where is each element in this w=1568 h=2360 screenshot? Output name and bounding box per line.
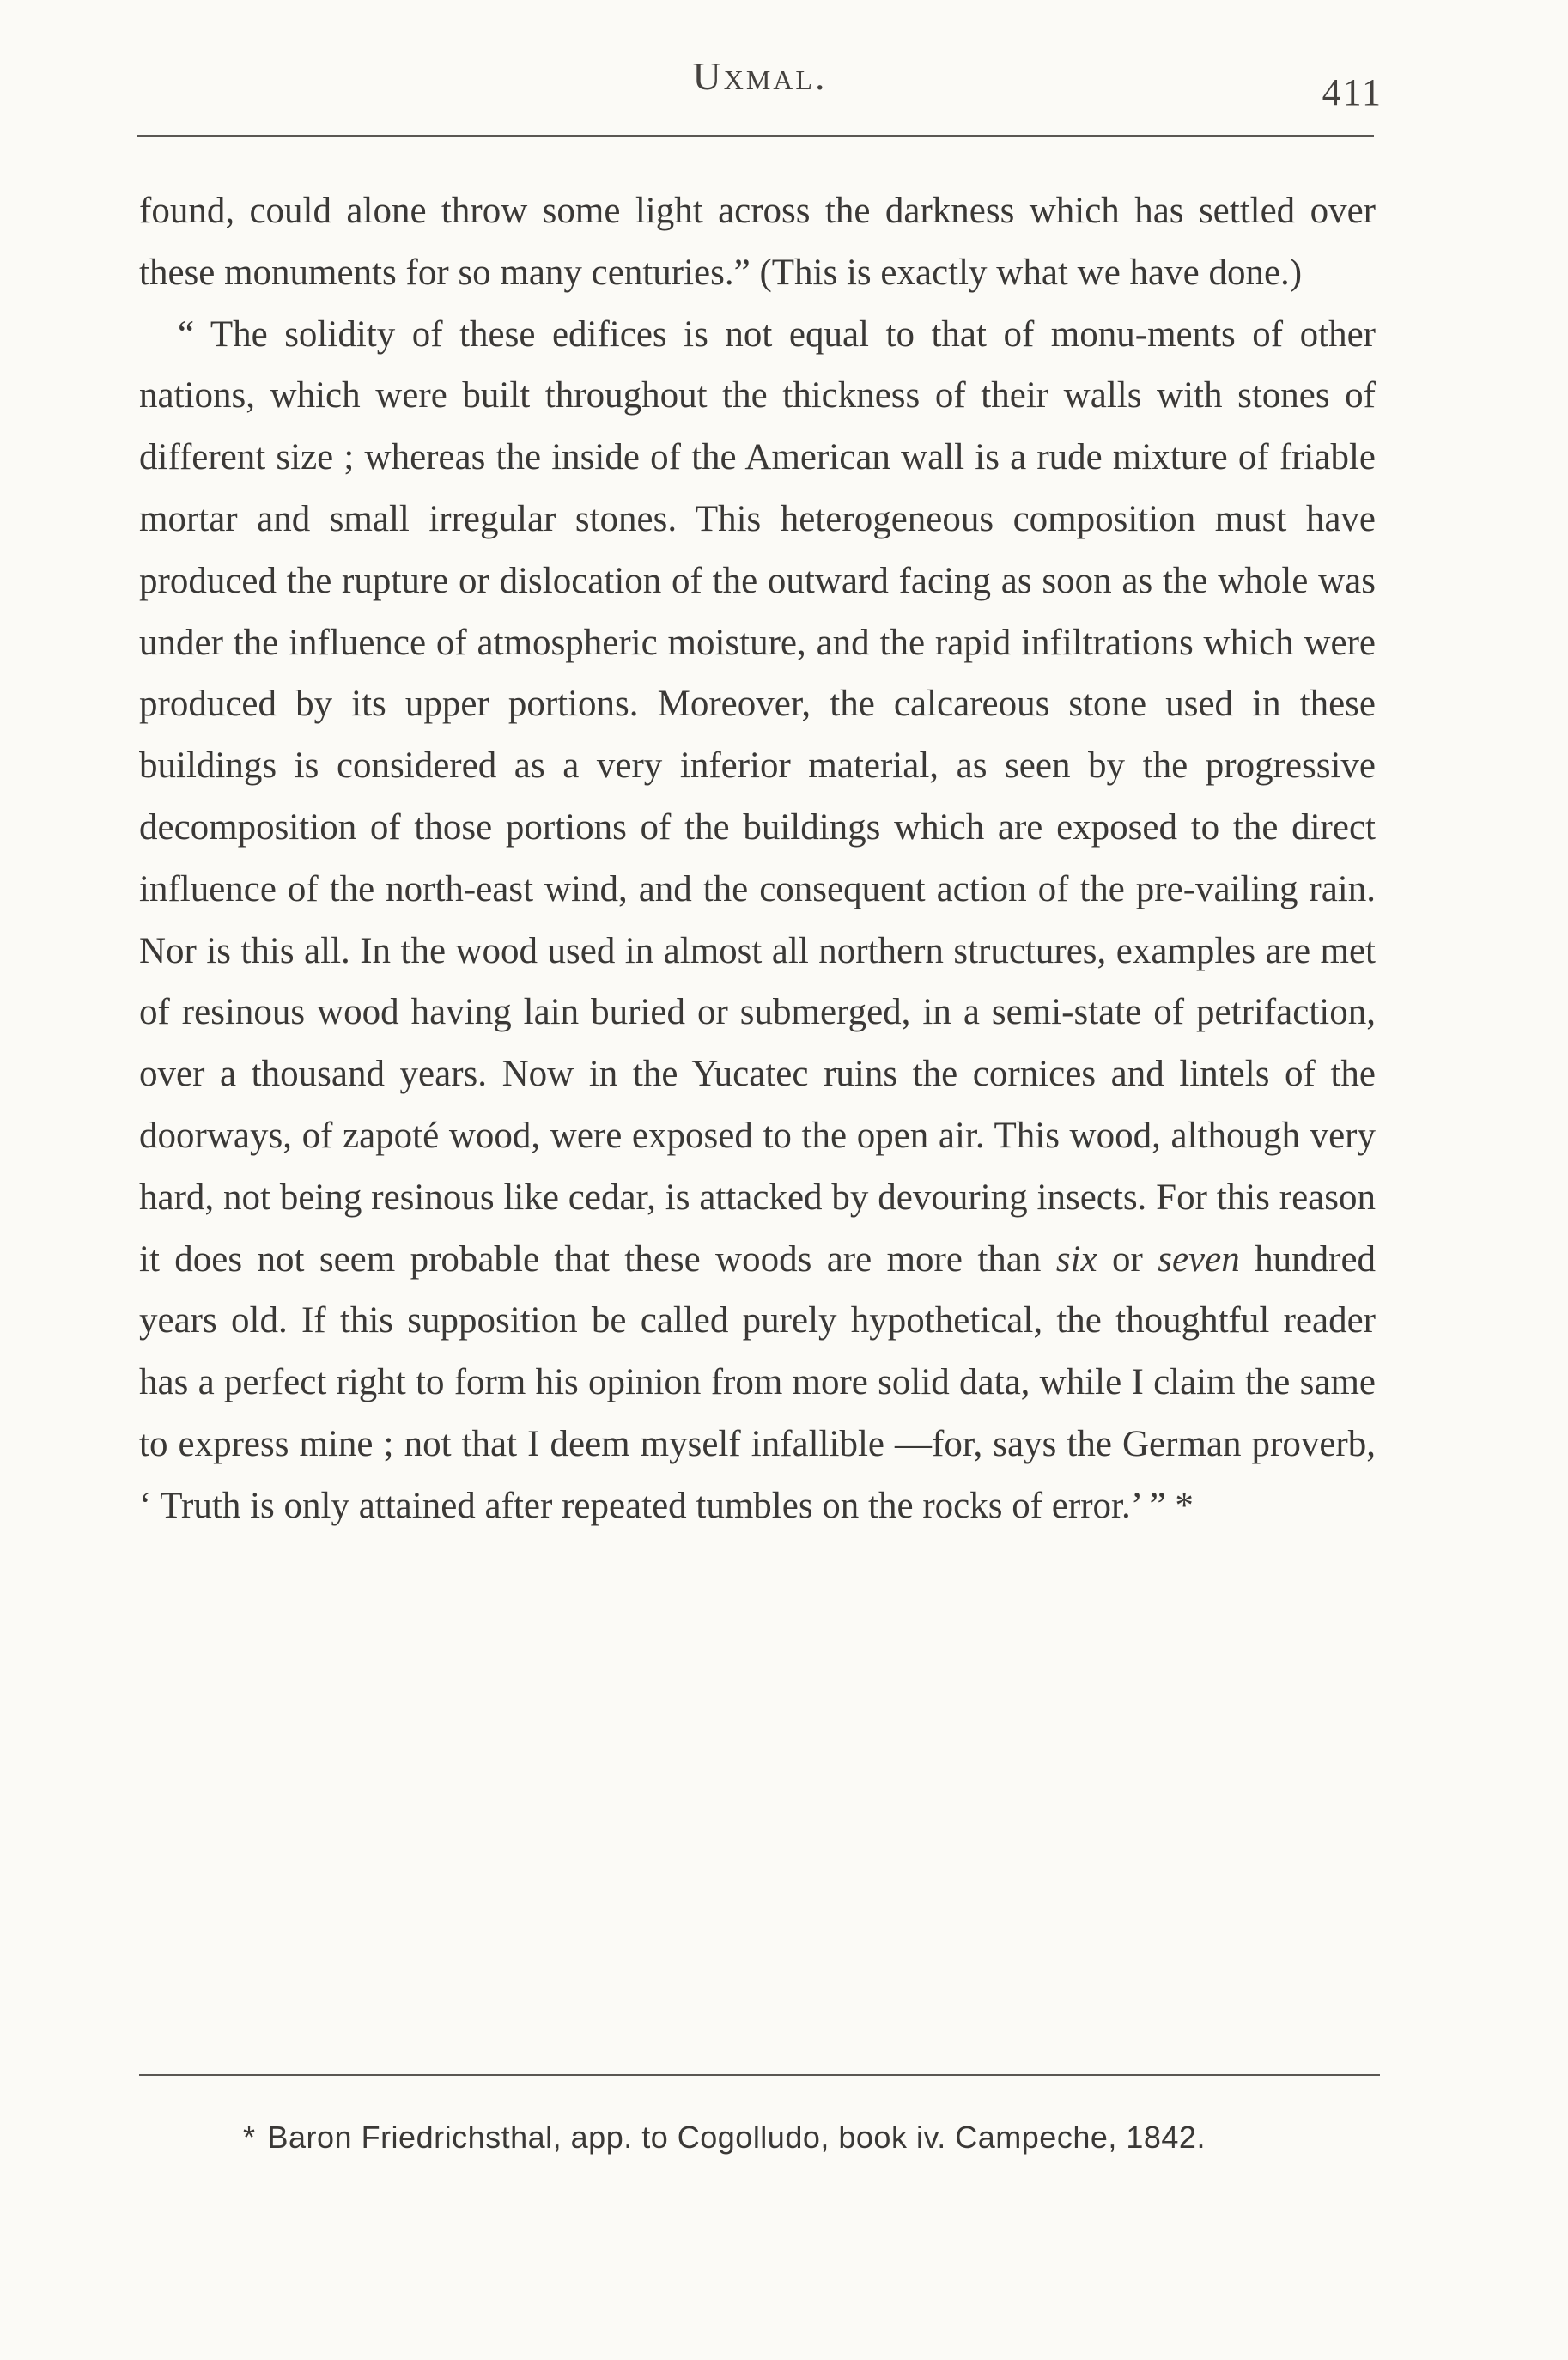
footnote-marker: *	[243, 2120, 256, 2155]
paragraph-2-part-1: “ The solidity of these edifices is not equal to that of monu-ments of other nations, which were built throughout the thickness of their walls with stones of different size ; whereas the inside of the American wall is a rude mixture of friable mortar and small irregular stones. This heterogeneous composition must have produced the rupture or dislocation of the outward facing as soon as the whole was under the influence of atmospheric moisture, and the rapid infiltrations which were produced by its upper portions. Moreover, the calcareous stone used in these buildings is considered as a very inferior material, as seen by the progressive decomposition of those portions of the buildings which are exposed to the direct influence of the north-east wind, and the consequent action of the pre-vailing rain. Nor is this all. In the wood used in almost all northern structures, examples are met of resinous wood having lain buried or submerged, in a semi-state of petrifaction, over a thousand years. Now in the Yucatec ruins the cornices and lintels of the doorways, of zapoté wood, were exposed to the open air. This wood, although very hard, not being resinous like cedar, is attacked by devouring insects. For this reason it does not seem probable that these woods are more than	[139, 313, 1376, 1280]
running-head	[137, 53, 1383, 113]
paragraph-2-or: or	[1112, 1238, 1143, 1280]
header-rule	[137, 135, 1374, 137]
running-title: Uxmal.	[692, 54, 828, 98]
footnote	[243, 2120, 1359, 2156]
paragraph-1: found, could alone throw some light across the darkness which has settled over these monuments for so many centuries.” (This is exactly what we have done.)	[139, 191, 1376, 293]
paragraph-2-part-2: hundred years old. If this supposition be called purely hypothetical, the thoughtful reader has a perfect right to form his opinion from more solid data, while I claim the same to express mine ; not that I deem myself infallible —for, says the German proverb, ‘ Truth is only attained after repeated tumbles on the rocks of error.’ ” *	[139, 1238, 1377, 1526]
paragraph-2	[139, 304, 1376, 1537]
footnote-text: Baron Friedrichsthal, app. to Cogolludo, book iv. Campeche, 1842.	[267, 2120, 1206, 2155]
page-number: 411	[1322, 71, 1383, 113]
footnote-rule	[139, 2074, 1380, 2076]
italic-seven: seven	[1158, 1238, 1240, 1280]
body-text	[139, 180, 1376, 1537]
italic-six: six	[1055, 1238, 1097, 1280]
